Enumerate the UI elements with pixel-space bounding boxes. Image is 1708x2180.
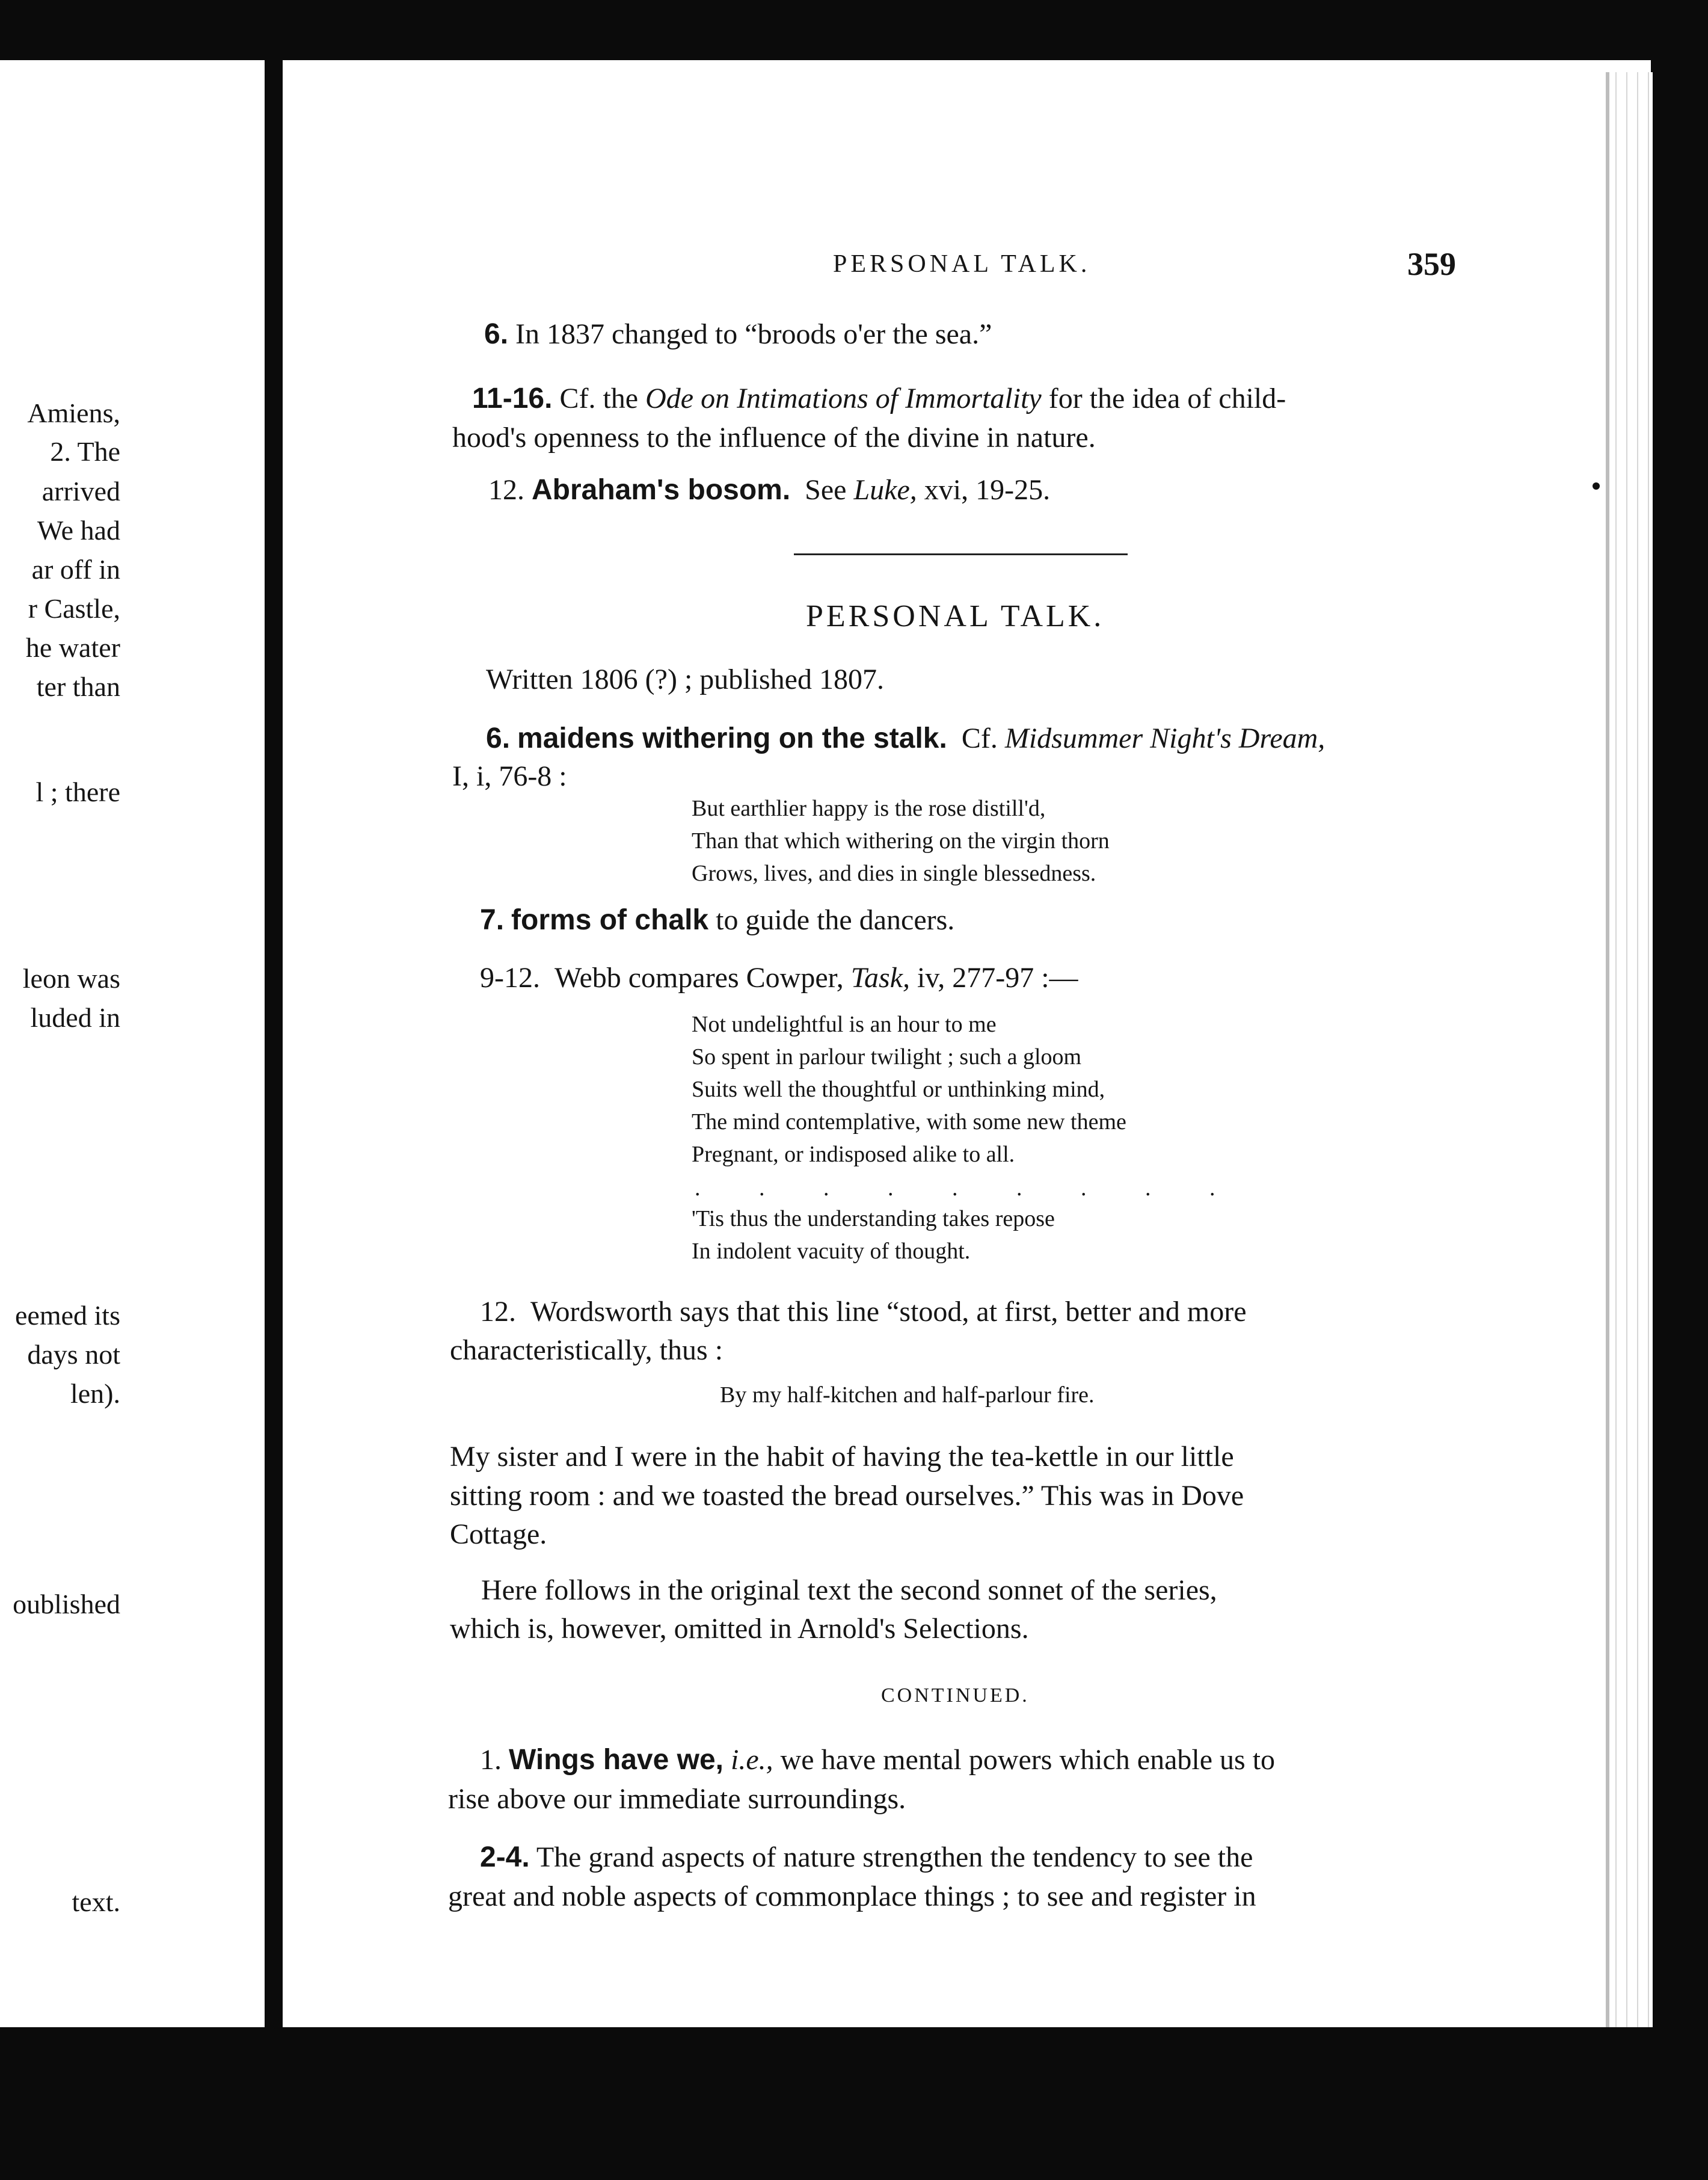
quote-line: Grows, lives, and dies in single blessedness.: [692, 861, 1096, 886]
quote-line: The mind contemplative, with some new theme: [692, 1109, 1126, 1135]
facing-page-line: ter than: [36, 671, 120, 702]
facing-page-line: eemed its: [15, 1300, 120, 1331]
note-number: 11-16.: [472, 383, 553, 414]
note-number: 12.: [488, 474, 524, 506]
scan-border-bottom: [0, 2027, 1708, 2180]
page-edge-shadow: [1606, 72, 1609, 2027]
note-11-16-cont: hood's openness to the influence of the divine in nature.: [452, 422, 1096, 454]
note-number: 7.: [480, 904, 505, 936]
note-text: we have mental powers which enable us to: [780, 1744, 1276, 1776]
note-text: Webb compares Cowper,: [554, 962, 844, 994]
note-7: [480, 901, 954, 940]
note-italic-title: Midsummer Night's Dream,: [1004, 722, 1326, 754]
note-text: The grand aspects of nature strengthen the tendency to see the: [536, 1841, 1253, 1873]
note-12-main-cont: characteristically, thus :: [450, 1334, 723, 1366]
scan-border-top: [0, 0, 1708, 60]
note-italic-title: Task,: [850, 962, 910, 994]
facing-page-line: text.: [72, 1886, 120, 1917]
facing-page-line: he water: [25, 632, 120, 663]
ink-speck: [1593, 482, 1600, 490]
note-continued-2-4: [480, 1838, 1253, 1877]
note-6: [484, 315, 992, 354]
note-lemma: Abraham's bosom.: [532, 474, 791, 506]
note-number: 9-12.: [480, 962, 540, 994]
quote-line: Pregnant, or indisposed alike to all.: [692, 1142, 1015, 1167]
quote-line: So spent in parlour twilight ; such a gloom: [692, 1044, 1082, 1070]
note-continued-1-cont: rise above our immediate surroundings.: [448, 1783, 906, 1815]
quote-line: Than that which withering on the virgin thorn: [692, 828, 1110, 854]
facing-page-line: oublished: [13, 1589, 120, 1619]
note-lemma: forms of chalk: [511, 904, 709, 936]
note-number: 6.: [484, 318, 509, 350]
note-italic-title: Luke,: [853, 474, 917, 506]
note-continued-1: [480, 1740, 1275, 1780]
section-title: PERSONAL TALK.: [806, 599, 1105, 633]
composition-date: Written 1806 (?) ; published 1807.: [486, 664, 884, 695]
note-text: to guide the dancers.: [716, 904, 955, 936]
note-6-main-cont: I, i, 76-8 :: [452, 760, 567, 792]
note-text: Cf.: [961, 722, 998, 754]
note-italic-title: Ode on Intimations of Immortality: [645, 383, 1042, 414]
quote-line: Not undelightful is an hour to me: [692, 1012, 997, 1037]
facing-page-line: leon was: [22, 963, 120, 994]
facing-page-line: We had: [37, 515, 120, 546]
note-lemma: Wings have we,: [509, 1744, 723, 1776]
quote-ellipsis: . . . . . . . . .: [695, 1175, 1242, 1201]
facing-page-line: r Castle,: [28, 593, 120, 624]
facing-page-line: days not: [27, 1339, 120, 1370]
note-continued-2-4-cont: great and noble aspects of commonplace things ; to see and register in: [448, 1880, 1256, 1912]
note-number: 2-4.: [480, 1841, 530, 1873]
page-edges: [1611, 72, 1653, 2027]
note-text: See: [805, 474, 847, 506]
note-12-main: [480, 1292, 1247, 1332]
note-text: xvi, 19-25.: [924, 474, 1051, 506]
note-11-16: [472, 379, 1286, 419]
note-text: In 1837 changed to “broods o'er the sea.”: [515, 318, 992, 350]
page-number: 359: [1407, 246, 1456, 282]
note-text: Cf. the: [559, 383, 639, 414]
book-gutter: [265, 54, 283, 2033]
note-text: for the idea of child-: [1048, 383, 1286, 414]
quote-line: 'Tis thus the understanding takes repose: [692, 1206, 1055, 1231]
running-header: PERSONAL TALK.: [833, 250, 1091, 278]
note-text: Wordsworth says that this line “stood, at first, better and more: [530, 1296, 1247, 1328]
note-number: 12.: [480, 1296, 516, 1328]
paragraph-line: Cottage.: [450, 1518, 547, 1550]
note-12: [488, 470, 1050, 510]
paragraph-line: My sister and I were in the habit of having the tea-kettle in our little: [450, 1441, 1234, 1473]
note-italic: i.e.,: [731, 1744, 773, 1776]
facing-page-line: len).: [70, 1378, 120, 1409]
quote-line: But earthlier happy is the rose distill'd,: [692, 796, 1046, 821]
facing-page-line: ar off in: [31, 554, 120, 585]
note-lemma: maidens withering on the stalk.: [517, 722, 947, 754]
facing-page-line: Amiens,: [27, 398, 120, 428]
facing-page: [0, 60, 265, 2027]
paragraph-line: sitting room : and we toasted the bread ourselves.” This was in Dove: [450, 1480, 1244, 1512]
facing-page-line: l ; there: [35, 777, 120, 807]
continued-subtitle: CONTINUED.: [881, 1684, 1030, 1707]
facing-page-line: arrived: [41, 476, 120, 507]
facing-page-line: 2. The: [50, 436, 120, 467]
quote-line: By my half-kitchen and half-parlour fire.: [720, 1382, 1095, 1408]
note-9-12: [480, 958, 1078, 998]
note-text: iv, 277-97 :—: [917, 962, 1078, 994]
note-number: 6.: [486, 722, 511, 754]
quote-line: Suits well the thoughtful or unthinking mind,: [692, 1077, 1105, 1102]
section-rule: [794, 553, 1128, 555]
note-number: 1.: [480, 1744, 502, 1776]
note-6-main: [486, 719, 1325, 759]
paragraph-line: which is, however, omitted in Arnold's Selections.: [450, 1613, 1029, 1645]
quote-line: In indolent vacuity of thought.: [692, 1239, 971, 1264]
paragraph-line: Here follows in the original text the second sonnet of the series,: [481, 1574, 1217, 1606]
facing-page-line: luded in: [30, 1002, 120, 1033]
scan-border-right: [1651, 0, 1708, 2180]
